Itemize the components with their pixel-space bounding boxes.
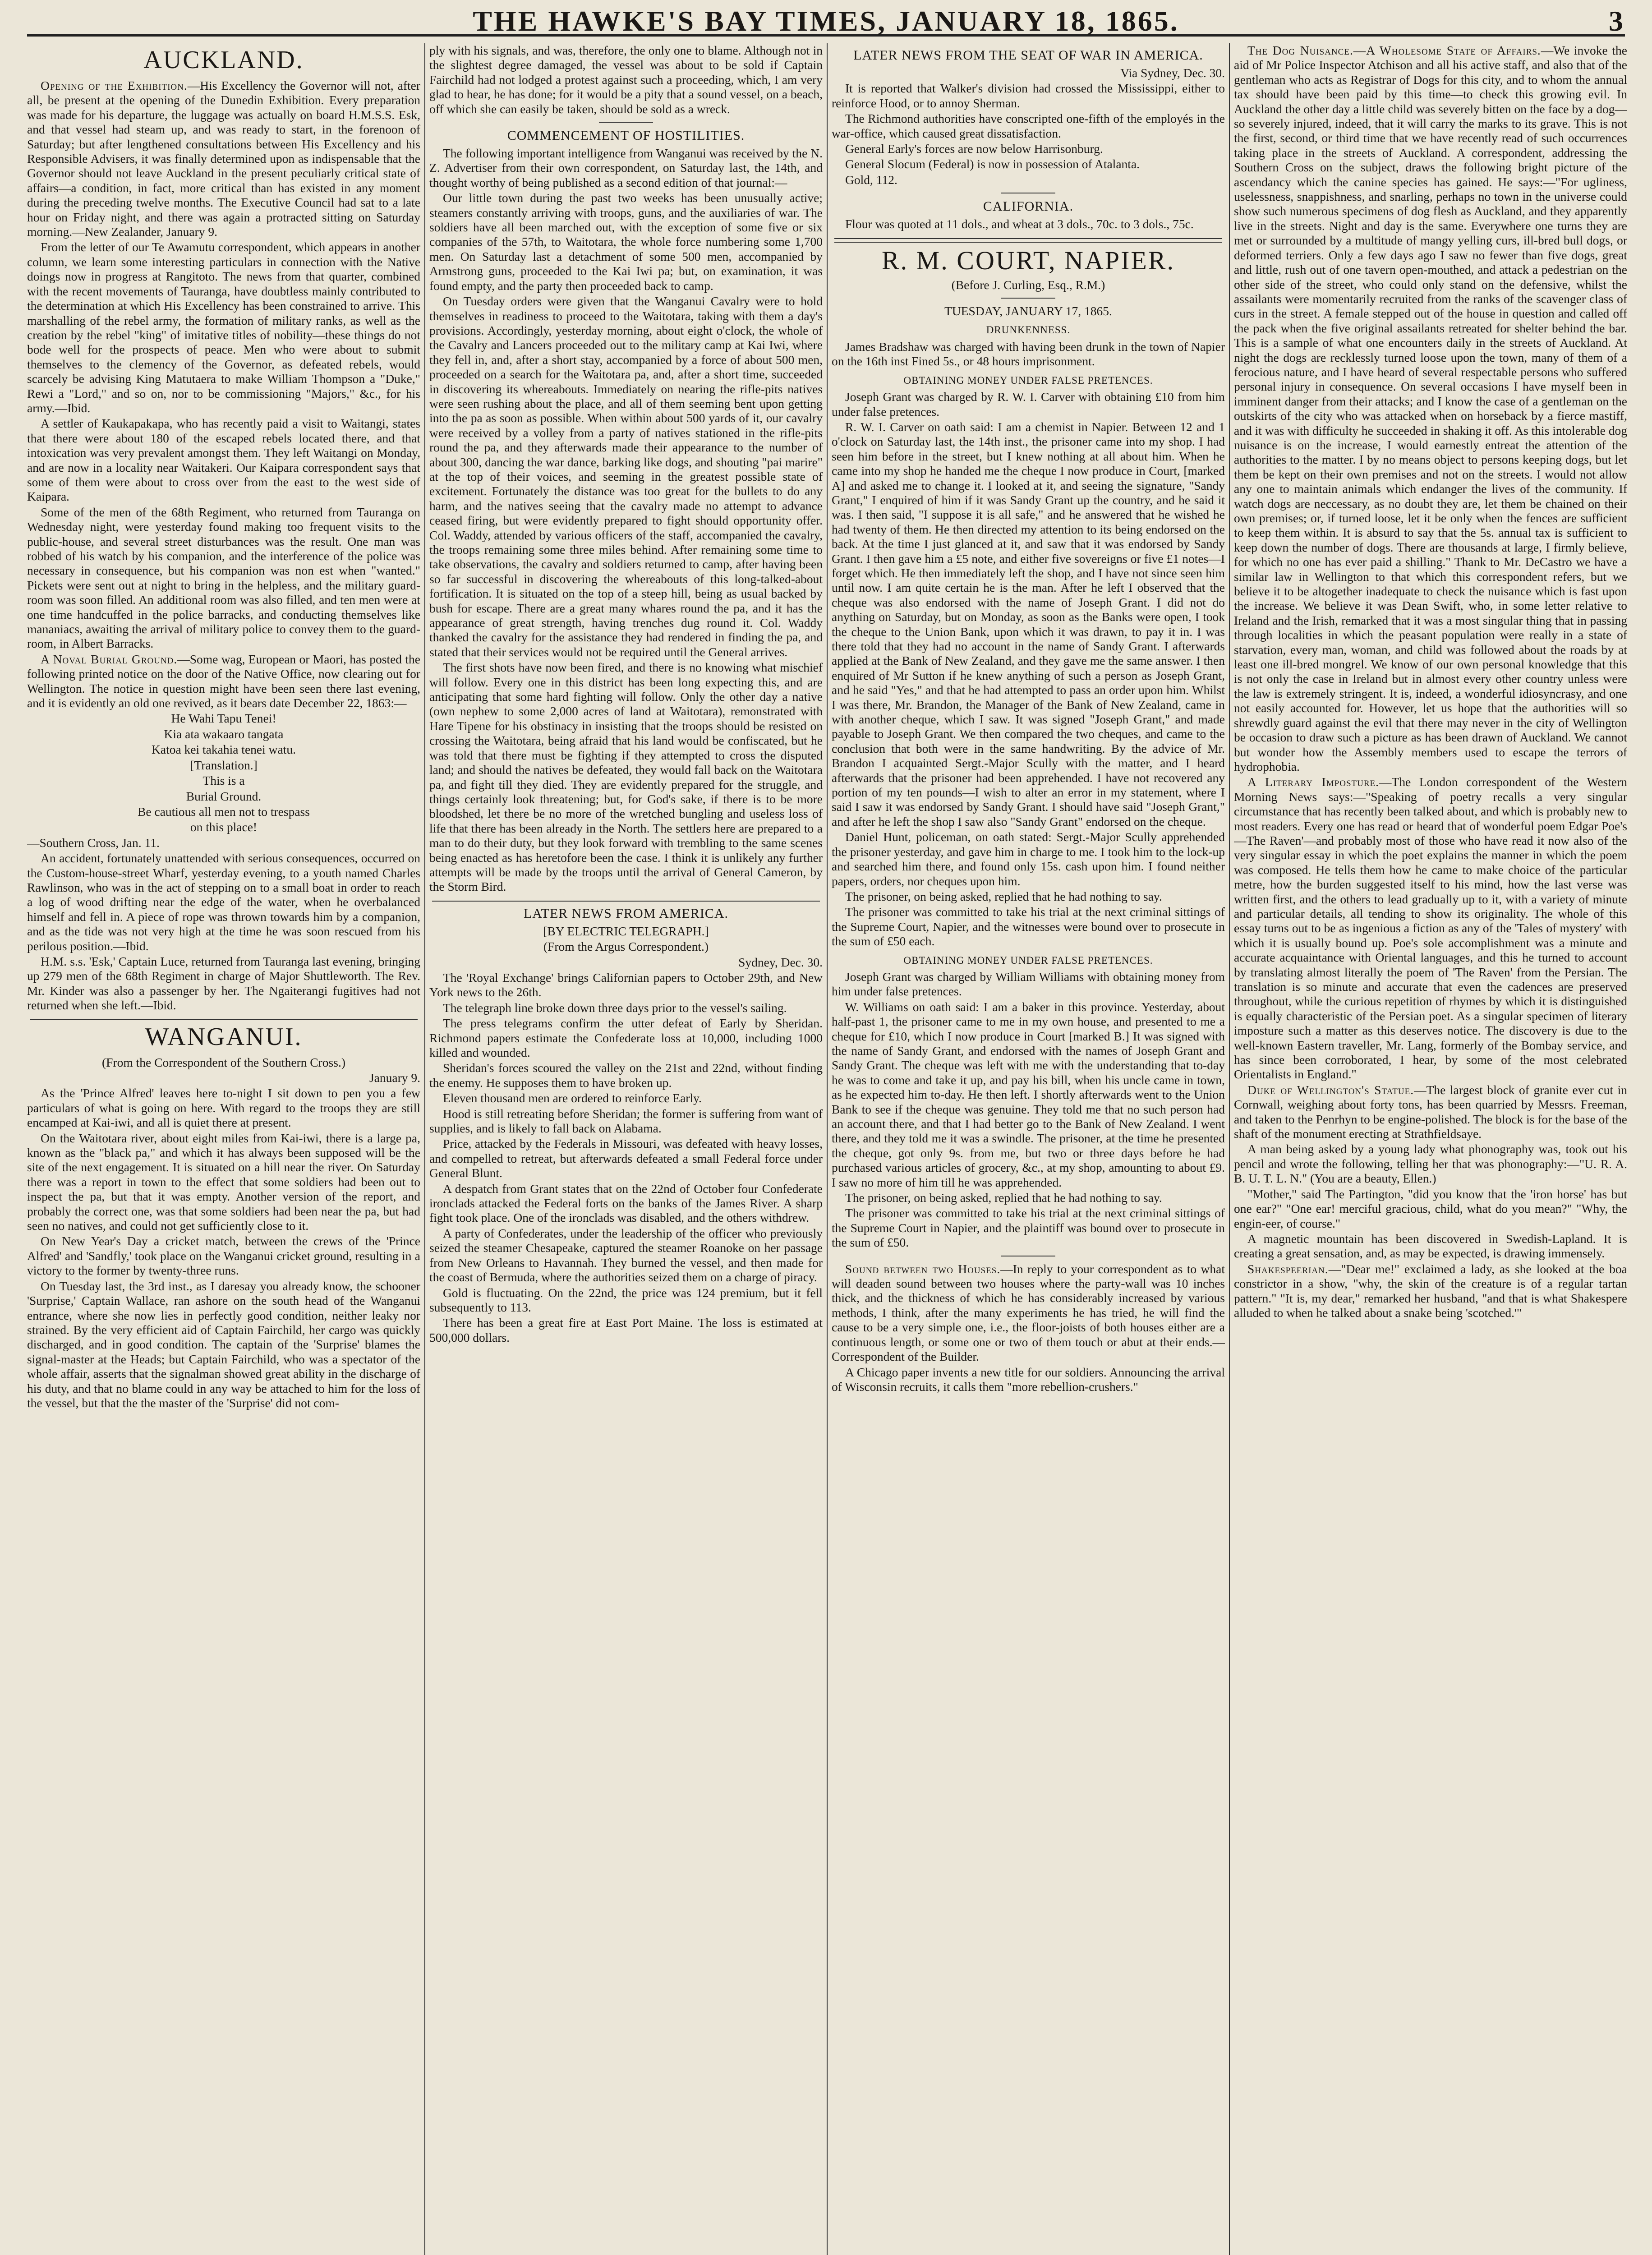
article-paragraph: Sound between two Houses.—In reply to your correspondent as to what will deaden sound between two houses where the party-wall was 10 inches thick, and the thickness of which he has considerably increased by various methods, I think, after the many experiments he has tried, he will find the cause to be a very simple one, i.e., the floor-joists of both houses either are a continuous length, or some one or two of them touch or abut at their ends.—Correspondent of the Builder.: [832, 1261, 1225, 1364]
column-rule: [1229, 43, 1230, 2255]
article-paragraph: Opening of the Exhibition.—His Excellency the Governor will not, after all, be present at the opening of the Dunedin Exhibition. Every preparation was made for his departure, the luggage was actually on board H.M.S.S. Esk, and that vessel had steam up, and was ready to start, in the forenoon of Saturday; but after lengthened consultations between His Excellency and his Responsible Advisers, it was finally determined upon as indispensable that the Governor should not leave Auckland in the present peculiarly critical state of affairs—a condition, in fact, more critical than has existed in any moment during the preceding twelve months. The Executive Council had sat to a late hour on Friday night, and there was again a protracted sitting on Saturday morning.—New Zealander, January 9.: [27, 78, 420, 239]
source-credit: (From the Correspondent of the Southern Cross.): [102, 1055, 345, 1069]
article-paragraph: The prisoner, on being asked, replied that he had nothing to say.: [845, 1191, 1162, 1205]
article-paragraph: R. W. I. Carver on oath said: I am a chemist in Napier. Between 12 and 1 o'clock on Saturday last, the 14th inst., the prisoner came into my shop. I had seen him before in the street, but I knew nothing at all about him. When he came into my shop he handed me the cheque I now produce in Court, [marked A] and asked me to change it. I looked at it, and seeing the signature, "Sandy Grant," I enquired of him if it was Sandy Grant up the country, and he said it was. I then said, "I suppose it is all safe," and he answered that he wished he had twenty of them. He then directed my attention to its being endorsed on the back. At the time I just glanced at it, and saw that it was endorsed by Sandy Grant. I then gave him a £5 note, and either five sovereigns or five £1 notes—I forget which. He then immediately left the shop, and I have not since seen him until now. I am quite certain he is the man. After he left I observed that the cheque was also endorsed with the name of Joseph Grant. I did not do anything on Saturday, but on Monday, as soon as the Banks were open, I took the cheque to the Union Bank, upon which it was drawn, to pay it in. I was there told that they had no account in the name of Sandy Grant. I afterwards applied at the Bank of New Zealand, and they gave me the same answer. I then enquired of Mr Sutton if he knew anything of such a person as Joseph Grant, and he said "Yes," and that he had attempted to pass an order upon him. Whilst I was there, Mr. Brandon, the Manager of the Bank of New Zealand, came in with another cheque, which I saw. It was signed "Joseph Grant," and made payable to Joseph Grant. We then compared the two cheques, and came to the conclusion that both were in the same handwriting. By the advice of Mr. Brandon I acquainted Sergt.-Major Scully with the matter, and I heard afterwards that the prisoner had been apprehended. I have not recovered any portion of my ten pounds—I wish to alter an error in my statement, where I said I saw it was endorsed by Sandy Grant. I should have said "Joseph Grant," and after he left the shop I saw also "Sandy Grant" endorsed on the cheque.: [832, 419, 1225, 828]
paragraph-lead: A Noval Burial Ground.: [41, 652, 178, 666]
column-4: [1234, 43, 1627, 2255]
article-paragraph: Shakespeerian.—"Dear me!" exclaimed a lady, as she looked at the boa constrictor in a show, "why, the skin of the creature is of a regular tartan pattern." "It is, my dear," remarked her husband, "and that is what Shakespere alluded to when he talked about a snake being 'scotched.'": [1234, 1261, 1627, 1320]
section-divider: [30, 1019, 418, 1020]
america-heading: LATER NEWS FROM AMERICA.: [523, 906, 729, 921]
article-paragraph: Gold, 112.: [845, 172, 897, 187]
article-paragraph: The 'Royal Exchange' brings Californian papers to October 29th, and New York news to the 26th.: [429, 970, 823, 999]
notice-line: This is a: [202, 773, 245, 788]
court-date: TUESDAY, JANUARY 17, 1865.: [944, 304, 1112, 318]
source-credit: (From the Argus Correspondent.): [543, 939, 709, 954]
article-paragraph: The first shots have now been fired, and there is no knowing what mischief will follow. Every one in this district has been long expecting this, and are anticipating that some hard fighting will follow. Only the other day a native (own nephew to some 2,000 acres of land at Waitotara), remonstrated with Hare Tipene for his obstinacy in insisting that the troops should be resisted on crossing the Waitotara, being afraid that his land would be confiscated, but he was told that there must be fighting if they attempted to cross the disputed land; and should the natives be defeated, they would fall back on the Waitotara pa, and fight till they died. They are evidently prepared for the struggle, and things certainly look threatening; but, for God's sake, if there is to be more bloodshed, let there be no more of the wretched bungling and useless loss of life that there has been already in the North. The settlers here are prepared to a man to do their duty, but they look forward with trembling to the same scenes being enacted as has heretofore been the case. I think it is unlikely any further attempts will be made by the troops until the arrival of General Cameron, by the Storm Bird.: [429, 660, 823, 894]
paragraph-lead: The Dog Nuisance.—A Wholesome State of Affairs.: [1247, 43, 1541, 57]
article-paragraph: There has been a great fire at East Port Maine. The loss is estimated at 500,000 dollars.: [429, 1316, 823, 1344]
dateline: Via Sydney, Dec. 30.: [1120, 66, 1225, 80]
case-heading: OBTAINING MONEY UNDER FALSE PRETENCES.: [903, 374, 1153, 386]
article-paragraph: "Mother," said The Partington, "did you know that the 'iron horse' has but one ear?" "One ear! merciful gracious, child, what do you mean?" "Why, the engin-eer, of course.": [1234, 1187, 1627, 1230]
article-paragraph: Price, attacked by the Federals in Missouri, was defeated with heavy losses, and compelled to retreat, but afterwards defeated a small Federal force under General Blunt.: [429, 1137, 823, 1180]
hostilities-heading: COMMENCEMENT OF HOSTILITIES.: [507, 128, 745, 143]
article-paragraph: James Bradshaw was charged with having been drunk in the town of Napier on the 16th inst Fined 5s., or 48 hours imprisonment.: [832, 339, 1225, 368]
notice-line: Burial Ground.: [186, 789, 262, 803]
column-rule: [827, 43, 828, 2255]
section-divider: [1001, 298, 1055, 299]
telegraph-label: [BY ELECTRIC TELEGRAPH.]: [543, 924, 709, 938]
paragraph-lead: Opening of the Exhibition.: [41, 78, 188, 92]
auckland-heading: AUCKLAND.: [143, 46, 304, 74]
article-paragraph: The prisoner was committed to take his trial at the next criminal sittings of the Supreme Court in Napier, and the plaintiff was bound over to prosecute in the sum of £50.: [832, 1206, 1225, 1250]
article-paragraph: ply with his signals, and was, therefore, the only one to blame. Although not in the slightest degree damaged, the vessel was about to be sold if Captain Fairchild had not lodged a protest against such a proceeding, which, I am very glad to hear, he has done; for it would be a pity that a sound vessel, on a beach, off which she can easily be taken, should be sold as a wreck.: [429, 43, 823, 116]
masthead: [27, 3, 1625, 37]
notice-line: on this place!: [190, 820, 258, 834]
masthead-title: THE HAWKE'S BAY TIMES, JANUARY 18, 1865.: [473, 5, 1179, 37]
paragraph-lead: Duke of Wellington's Statue.: [1247, 1082, 1414, 1097]
article-paragraph: An accident, fortunately unattended with serious consequences, occurred on the Custom-house-street Wharf, yesterday evening, to a youth named Charles Rawlinson, who was in the act of stepping on to a small boat in order to reach a log of wood drifting near the edge of the water, when he overbalanced himself and fell in. A piece of rope was thrown towards him by a companion, and as the tide was not very high at the time he was soon rescued from his perilous position.—Ibid.: [27, 851, 420, 953]
column-2: [429, 43, 823, 2255]
article-paragraph: Flour was quoted at 11 dols., and wheat at 3 dols., 70c. to 3 dols., 75c.: [845, 217, 1194, 231]
paragraph-lead: A Literary Imposture.: [1247, 775, 1380, 789]
notice-line: He Wahi Tapu Tenei!: [171, 711, 276, 726]
article-paragraph: Joseph Grant was charged by R. W. I. Carver with obtaining £10 from him under false pretences.: [832, 390, 1225, 419]
article-paragraph: General Early's forces are now below Harrisonburg.: [845, 142, 1103, 156]
notice-line: Be cautious all men not to trespass: [138, 804, 310, 819]
article-paragraph: The Dog Nuisance.—A Wholesome State of Affairs.—We invoke the aid of Mr Police Inspector Atchison and all his active staff, and also that of the gentleman who acts as Registrar of Dogs for this city, and to whom the annual tax should have been paid by this time—to check this growing evil. In Auckland the other day a little child was severely bitten on the face by a dog—so severely injured, indeed, that it will carry the marks to its grave. This is not the first, second, or third time that we have recently read of such occurrences taking place in the streets of Auckland. A correspondent, addressing the Southern Cross on the subject, draws the following bright picture of the ascendancy which the canine species has gained. He says:—"For ugliness, uselessness, snappishness, and snarling, perhaps no town in the universe could show such numerous specimens of dog flesh as Auckland, and they apparently live in the streets. Night and day is the same. Everywhere one turns they are met or surrounded by a multitude of mangy yelling curs, ill-bred bull dogs, or deformed terriers. Only a few days ago I saw no fewer than five dogs, great and little, rush out of one tavern open-mouthed, and attack a pedestrian on the other side of the street, who could only stand on the defensive, whilst the assailants were momentarily recruited from the ranks of the scavenger class of curs in the street. A female stepped out of the house in question and called off the pack when the five original assailants retreated for shelter behind the bar. This is a sample of what one encounters daily in the streets of Auckland. At night the dogs are recklessly turned loose upon the town, many of them of a ferocious nature, and I have heard of several respectable persons who suffered personal injury in consequence. On several occasions I have myself been in imminent danger from their attacks; and I know the case of a gentleman on the outskirts of the city who was attacked when on horseback by a fierce mastiff, and it was with difficulty he succeeded in shaking it off. As this intolerable dog nuisance is on the increase, I would earnestly entreat the attention of the authorities to the matter. I by no means object to persons keeping dogs, but let them be kept on their own premises and not on the streets. I would not allow any one to maintain animals which endanger the lives of the community. If watch dogs are neccessary, as no doubt they are, let them be chained on their own premises; or, if turned loose, let it be only when the fences are sufficient to keep them within. It is absurd to say that the 5s. annual tax is sufficient to keep down the number of dogs. There are thousands at large, I firmly believe, for which no one has ever paid a shilling." Thank to Mr. DeCastro we have a similar law in Wellington to that which this correspondent refers, but we believe it to be altogether inadequate to check the nuisance which is fast upon the increase. We believe it was Dean Swift, who, in some letter relative to Ireland and the Irish, remarked that it was a most singular thing that in passing through localities in which the peasant population were really in a state of starvation, every man, woman, and child was followed about the roads by at least one ill-bred mongrel. We know of our own personal knowledge that this is not only the case in Ireland but in almost every other country unless were the law is extremely stringent. It is, indeed, a wonderful idiosyncrasy, and one not easily accounted for. However, let us hope that the authorities will so shrewdly guard against the evil that there may never in the city of Wellington be occasion to draw such a picture as has been drawn of Auckland. We cannot but wonder how the Assembly members used to escape the terrors of hydrophobia.: [1234, 43, 1627, 773]
article-paragraph: Sheridan's forces scoured the valley on the 21st and 22nd, without finding the enemy. He supposes them to have broken up.: [429, 1061, 823, 1090]
section-divider: [599, 122, 653, 123]
article-paragraph: From the letter of our Te Awamutu correspondent, which appears in another column, we learn some interesting particulars in connection with the Native doings now in progress at Rangitoto. The news from that quarter, combined with the recent movements of Tauranga, have doubtless mainly contributed to the determination at which His Excellency has been constrained to arrive. This marshalling of the rebel army, the formation of military ranks, as well as the creation by the rebel "king" of imitative titles of nobility—these things do not bode well for the prospects of peace. Men who were about to submit themselves to the clemency of the Governor, as defeated rebels, would scarcely be advising King Matutaera to make William Thompson a "Duke," Rewi a "Lord," and so on, nor to be commissioning "Majors," &c., for his army.—Ibid.: [27, 240, 420, 415]
article-paragraph: A magnetic mountain has been discovered in Swedish-Lapland. It is creating a great sensation, and, as may be expected, is drawing immensely.: [1234, 1231, 1627, 1261]
court-before: (Before J. Curling, Esq., R.M.): [951, 277, 1105, 292]
article-paragraph: It is reported that Walker's division had crossed the Mississippi, either to reinforce Hood, or to annoy Sherman.: [832, 81, 1225, 110]
case-heading: DRUNKENNESS.: [986, 324, 1071, 336]
article-paragraph: The Richmond authorities have conscripted one-fifth of the employés in the war-office, which caused great dissatisfaction.: [832, 111, 1225, 140]
article-paragraph: On the Waitotara river, about eight miles from Kai-iwi, there is a large pa, known as the "black pa," and which it has always been supposed will be the site of the next engagement. It is situated on a hill near the river. On Saturday there was a report in town to the effect that some soldiers had been out to inspect the pa, but that it was empty. Another version of the report, and probably the correct one, was that some soldiers had been near the pa, but had seen no natives, and could not get sufficiently close to it.: [27, 1131, 420, 1233]
article-paragraph: On Tuesday last, the 3rd inst., as I daresay you already know, the schooner 'Surprise,' Captain Wallace, ran ashore on the south head of the Wanganui entrance, where she now lies in perfectly good condition, neither leaky nor strained. By the very efficient aid of Captain Fairchild, her cargo was quickly discharged, and in good condition. The captain of the 'Surprise' blames the signal-master at the Heads; but Captain Fairchild, who was a spectator of the whole affair, asserts that the signalman showed great ability in the discharge of his duty, and that no blame could in any way be attached to him for the loss of the vessel, but that the the master of the 'Surprise' did not com-: [27, 1279, 420, 1410]
article-paragraph: The telegraph line broke down three days prior to the vessel's sailing.: [443, 1000, 787, 1015]
article-paragraph: Eleven thousand men are ordered to reinforce Early.: [443, 1091, 702, 1105]
page-number: 3: [1609, 5, 1623, 37]
section-divider: [432, 901, 820, 902]
column-3: [832, 43, 1225, 2255]
article-paragraph: Gold is fluctuating. On the 22nd, the price was 124 premium, but it fell subsequently to 113.: [429, 1285, 823, 1314]
article-paragraph: A party of Confederates, under the leadership of the officer who previously seized the steamer Chesapeake, captured the steamer Roanoke on her passage from New Orleans to Havannah. They burned the vessel, and then made for the coast of Bermuda, where the authorities seized them on a charge of piracy.: [429, 1226, 823, 1284]
article-paragraph: A Noval Burial Ground.—Some wag, European or Maori, has posted the following printed notice on the door of the Native Office, now clearing out for Wellington. The notice in question might have been seen there last evening, and it is evidently an old one revived, as it bears date December 22, 1863:—: [27, 652, 420, 710]
column-1: [27, 43, 420, 2255]
article-paragraph: A despatch from Grant states that on the 22nd of October four Confederate ironclads attacked the Federal forts on the banks of the James River. A sharp fight took place. One of the ironclads was disabled, and the others withdrew.: [429, 1181, 823, 1225]
dateline: Sydney, Dec. 30.: [738, 955, 823, 969]
source-credit: —Southern Cross, Jan. 11.: [27, 835, 160, 850]
article-paragraph: Our little town during the past two weeks has been unusually active; steamers constantly arriving with troops, guns, and the auxiliaries of war. The soldiers have all been marched out, with the exception of some five or six companies of the 57th, to Waitotara, the whole force numbering some 1,700 men. On Saturday last a detachment of some 500 men, accompanied by Armstrong guns, proceeded to the Kai Iwi pa; but, on examination, it was found empty, and the party then proceeded back to camp.: [429, 191, 823, 293]
article-paragraph: Hood is still retreating before Sheridan; the former is suffering from want of supplies, and is likely to fall back on Alabama.: [429, 1106, 823, 1136]
article-paragraph: H.M. s.s. 'Esk,' Captain Luce, returned from Tauranga last evening, bringing up 279 men of the 68th Regiment in charge of Major Shuttleworth. The Rev. Mr. Kinder was also a passenger by her. The Ngaiterangi fugitives had not returned when she left.—Ibid.: [27, 954, 420, 1012]
paragraph-lead: Sound between two Houses.: [845, 1261, 1001, 1276]
columns: [27, 43, 1628, 2255]
article-paragraph: Duke of Wellington's Statue.—The largest block of granite ever cut in Cornwall, weighing about forty tons, has been quarried by Messrs. Freeman, and taken to the Penrhyn to be engine-polished. The block is for the base of the shaft of the monument erecting at Strathfieldsaye.: [1234, 1082, 1627, 1141]
column-rule: [424, 43, 425, 2255]
article-paragraph: Daniel Hunt, policeman, on oath stated: Sergt.-Major Scully apprehended the prisoner yesterday, and gave him in charge to me. I took him to the lock-up and searched him there, and found only 15s. cash upon him. I found neither papers, orders, nor cheques upon him.: [832, 830, 1225, 888]
wanganui-heading: WANGANUI.: [145, 1022, 303, 1051]
article-paragraph: Some of the men of the 68th Regiment, who returned from Tauranga on Wednesday night, were yesterday found making too frequent visits to the public-house, and several street disturbances was the result. One man was robbed of his watch by his companion, and the interference of the police was necessary in consequence, but his companion was non est when "wanted." Pickets were sent out at night to bring in the helpless, and the military guard-room was soon filled. An additional room was also filled, and ten men were at one time handcuffed in the police barracks, and conducting themselves like mananiacs, awaiting the arrival of military police to convey them to the guard-room, in Albert Barracks.: [27, 505, 420, 651]
california-heading: CALIFORNIA.: [983, 199, 1074, 214]
case-heading: OBTAINING MONEY UNDER FALSE PRETENCES.: [903, 954, 1153, 966]
article-paragraph: A Chicago paper invents a new title for our soldiers. Announcing the arrival of Wisconsin recruits, it calls them "more rebellion-crushers.": [832, 1365, 1225, 1394]
article-paragraph: Joseph Grant was charged by William Williams with obtaining money from him under false pretences.: [832, 969, 1225, 999]
section-divider: [834, 238, 1222, 243]
article-paragraph: The prisoner, on being asked, replied that he had nothing to say.: [845, 889, 1162, 903]
notice-line: Katoa kei takahia tenei watu.: [152, 742, 296, 757]
notice-line: Kia ata wakaaro tangata: [164, 727, 284, 741]
article-paragraph: A man being asked by a young lady what phonography was, took out his pencil and wrote the following, telling her that was phonography:—"U. R. A. B. U. T. L. N." (You are a beauty, Ellen.): [1234, 1142, 1627, 1186]
article-paragraph: A Literary Imposture.—The London correspondent of the Western Morning News says:—"Speaking of poetry recalls a very singular circumstance that has recently been talked about, and which is probably new to most readers. Every one has read or heard that of wonderful poem Edgar Poe's—The Raven'—and probably most of those who have read it now also of the very singular essay in which the poet explains the manner in which the poem was composed. He tells them how he came to make choice of the particular metre, how the burden suggested itself to his mind, how the last verse was written first, and the others to lead gradually up to it, with a variety of minute and particular details, all tending to show its originality. The whole of this essay turns out to be as ingenious a fiction as any of the 'Tales of mystery' with which it is usually bound up. Poe's sole accomplishment was a minute and accurate acquaintance with Oriental languages, and this he turned to account by translating almost literally the poem of 'The Raven' from the Persian. The translation is so minute and accurate that even the cadences are preserved throughout, while the curious repetition of rhymes by which it is distinguished is equally characteristic of the Persian poet. As a singular specimen of literary imposture such a matter as this deserves notice. The discovery is due to the well-known Eastern traveller, Mr. Lang, formerly of the Bombay service, and has since been corroborated, I hear, by some of the most celebrated Orientalists in England.": [1234, 775, 1627, 1081]
article-paragraph: As the 'Prince Alfred' leaves here to-night I sit down to pen you a few particulars of what is going on here. With regard to the troops they are still encamped at Kai-iwi, and all is quiet there at present.: [27, 1086, 420, 1130]
article-paragraph: General Slocum (Federal) is now in possession of Atalanta.: [845, 157, 1140, 171]
article-paragraph: The press telegrams confirm the utter defeat of Early by Sheridan. Richmond papers estimate the Confederate loss at 10,000, including 1000 killed and wounded.: [429, 1016, 823, 1059]
article-paragraph: On Tuesday orders were given that the Wanganui Cavalry were to hold themselves in readiness to proceed to the Waitotara, taking with them a day's provisions. Accordingly, yesterday morning, about eight o'clock, the whole of the Cavalry and Lancers proceeded out to the military camp at Kai Iwi, where they fell in, and, after a short stay, accompanied by a force of about 500 men, proceeded on a search for the Waitotara pa, and, after a short time, succeeded in discovering its whereabouts. Immediately on nearing the rifle-pits natives were seen rushing about the place, and all of them seeming bent upon getting into the pa as soon as possible. When within about 500 yards of it, our cavalry were received by a volley from a party of natives stationed in the rifle-pits round the pa, and they afterwards made their appearance to the number of about 300, dancing the war dance, barking like dogs, and shouting "pai marire" at the top of their voices, and seeming in the greatest possible state of excitement. Fortunately the distance was too great for the bullets to do any harm, and the natives seeing that the cavalry made no attempt to advance ceased firing, but were evidently prepared to fight should opportunity offer. Col. Waddy, attended by various officers of the staff, accompanied the cavalry, the troops remaining some three miles behind. After remaining some time to take observations, the cavalry and soldiers returned to camp, after having been so far successful in discovering the whereabouts of this long-talked-about fortification. It is situated on the top of a steep hill, being as usual backed by bush for escape. There are a great many whares round the pa, and it has the appearance of great strength, having trenches dug round it. Col. Waddy thanked the cavalry for the assistance they had rendered in finding the pa, and stated that their services would not be required until the General arrives.: [429, 294, 823, 659]
paragraph-lead: Shakespeerian.: [1247, 1261, 1329, 1276]
dateline: January 9.: [369, 1071, 420, 1085]
article-paragraph: The following important intelligence from Wanganui was received by the N. Z. Advertiser from their own correspondent, on Saturday last, the 14th, and thought worthy of being published as a second edition of that journal:—: [429, 146, 823, 189]
translation-label: [Translation.]: [190, 758, 258, 772]
article-paragraph: W. Williams on oath said: I am a baker in this province. Yesterday, about half-past 1, the prisoner came to me in my own house, and presented to me a cheque for £10, which I now produce in Court [marked B.] It was signed with the name of Sandy Grant, and endorsed with the names of Joseph Grant and Sandy Grant. The cheque was left with me with the understanding that to-day he was to come and take it up, and pay his bill, when his uncle came in town, as he expected him to-day. He then left. I shortly afterwards went to the Union Bank to see if the cheque was genuine. They told me that no such person had an account there, and that I had better go to the Bank of New Zealand. I went there, and they told me it was a swindle. The prisoner, at the time he presented the cheque, got only 9s. from me, but two or three days before he had purchased various articles of grocery, &c., at my shop, amounting to about £9. I saw no more of him till he was apprehended.: [832, 999, 1225, 1189]
article-paragraph: A settler of Kaukapakapa, who has recently paid a visit to Waitangi, states that there were about 180 of the escaped rebels located there, and that intoxication was very prevalent amongst them. They left Waitangi on Monday, and are now in a locality near Waitakeri. Our Kaipara correspondent says that some of them were about to cross over from the east to the west side of Kaipara.: [27, 416, 420, 504]
court-heading: R. M. COURT, NAPIER.: [882, 245, 1175, 275]
article-paragraph: The prisoner was committed to take his trial at the next criminal sittings of the Supreme Court, Napier, and the witnesses were bound over to prosecute in the sum of £50 each.: [832, 905, 1225, 948]
seat-of-war-heading: LATER NEWS FROM THE SEAT OF WAR IN AMERICA.: [853, 48, 1203, 63]
article-paragraph: On New Year's Day a cricket match, between the crews of the 'Prince Alfred' and 'Sandfly,' took place on the Wanganui cricket ground, resulting in a victory to the former by twenty-three runs.: [27, 1234, 420, 1278]
